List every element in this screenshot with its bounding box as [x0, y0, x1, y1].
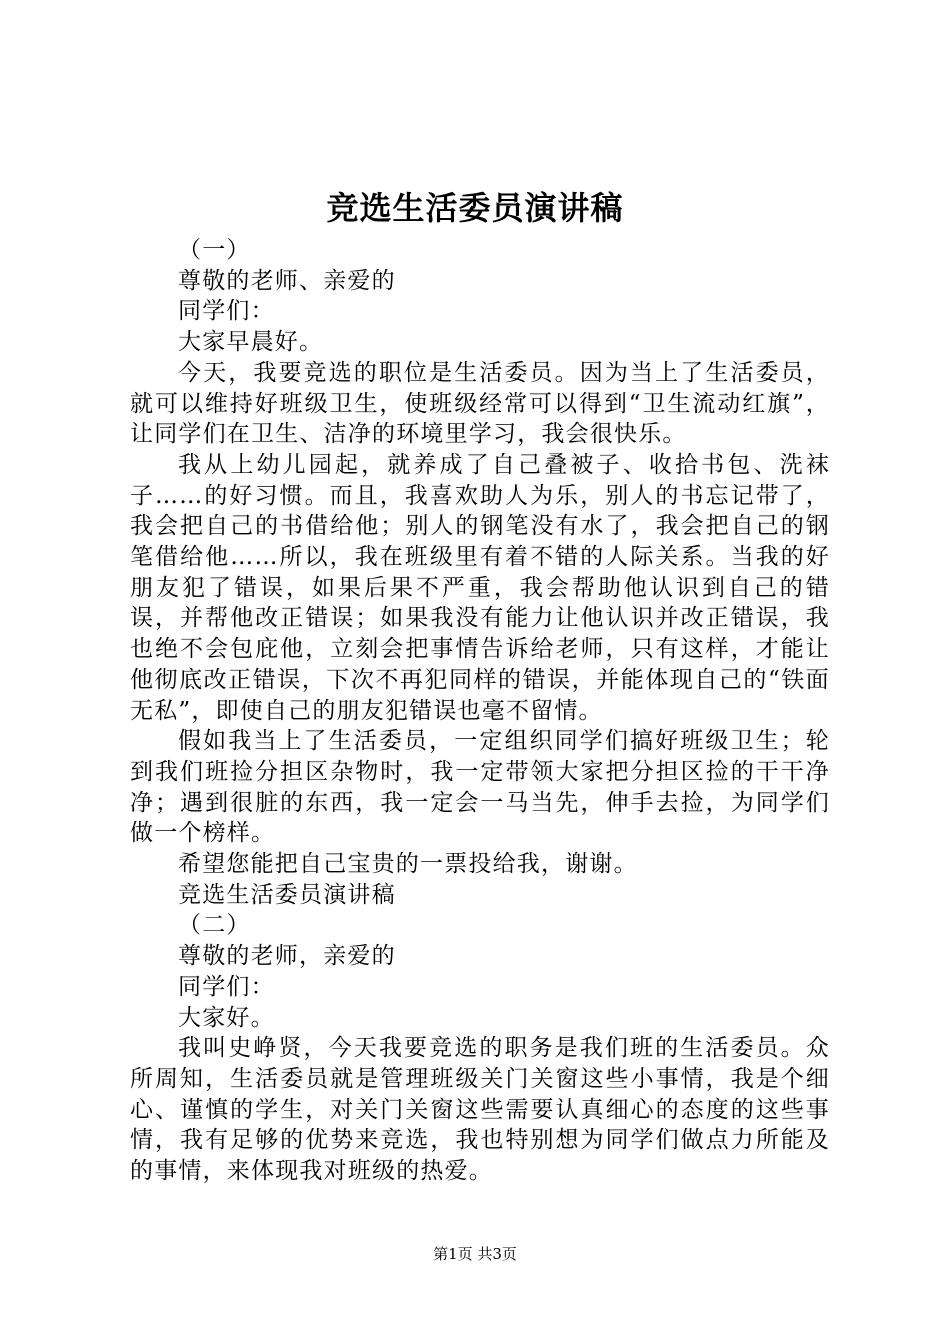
paragraph: 同学们： — [178, 973, 275, 1000]
paragraph: 我叫史峥贤，今天我要竞选的职务是我们班的生活委员。众所周知，生活委员就是管理班级关门关窗这些小事情，我是个细心、谨慎的学生，对关门关窗这些需要认真细心的态度的这些事情，我有足够的优势来竞选，我也特别想为同学们做点力所能及的事情，来体现我对班级的热爱。 — [130, 1035, 830, 1185]
paragraph: 大家好。 — [178, 1004, 275, 1031]
paragraph: 竞选生活委员演讲稿 — [178, 881, 396, 908]
paragraph: 尊敬的老师，亲爱的 — [178, 943, 396, 970]
paragraph: 同学们： — [178, 298, 275, 325]
paragraph: 我从上幼儿园起，就养成了自己叠被子、收拾书包、洗袜子……的好习惯。而且，我喜欢助人为乐，别人的书忘记带了，我会把自己的书借给他；别人的钢笔没有水了，我会把自己的钢笔借给他……所以，我在班级里有着不错的人际关系。当我的好朋友犯了错误，如果后果不严重，我会帮助他认识到自己的错误，并帮他改正错误；如果我没有能力让他认识并改正错误，我也绝不会包庇他，立刻会把事情告诉给老师，只有这样，才能让他彻底改正错误，下次不再犯同样的错误，并能体现自己的“铁面无私”，即使自己的朋友犯错误也毫不留情。 — [130, 451, 830, 724]
document-body — [130, 235, 830, 1187]
paragraph: 假如我当上了生活委员，一定组织同学们搞好班级卫生；轮到我们班捡分担区杂物时，我一定带领大家把分担区捡的干干净净；遇到很脏的东西，我一定会一马当先，伸手去捡，为同学们做一个榜样。 — [130, 728, 830, 847]
paragraph: 希望您能把自己宝贵的一票投给我，谢谢。 — [178, 851, 638, 878]
paragraph: 今天，我要竞选的职位是生活委员。因为当上了生活委员，就可以维持好班级卫生，使班级经常可以得到“卫生流动红旗”，让同学们在卫生、洁净的环境里学习，我会很快乐。 — [130, 359, 830, 448]
paragraph: （一） — [178, 237, 251, 263]
paragraph: 大家早晨好。 — [178, 329, 324, 356]
document-title: 竞选生活委员演讲稿 — [326, 189, 624, 227]
paragraph: 尊敬的老师、亲爱的 — [178, 267, 396, 294]
page-footer: 第1页 共3页 — [433, 1245, 517, 1263]
paragraph: （二） — [178, 912, 251, 939]
